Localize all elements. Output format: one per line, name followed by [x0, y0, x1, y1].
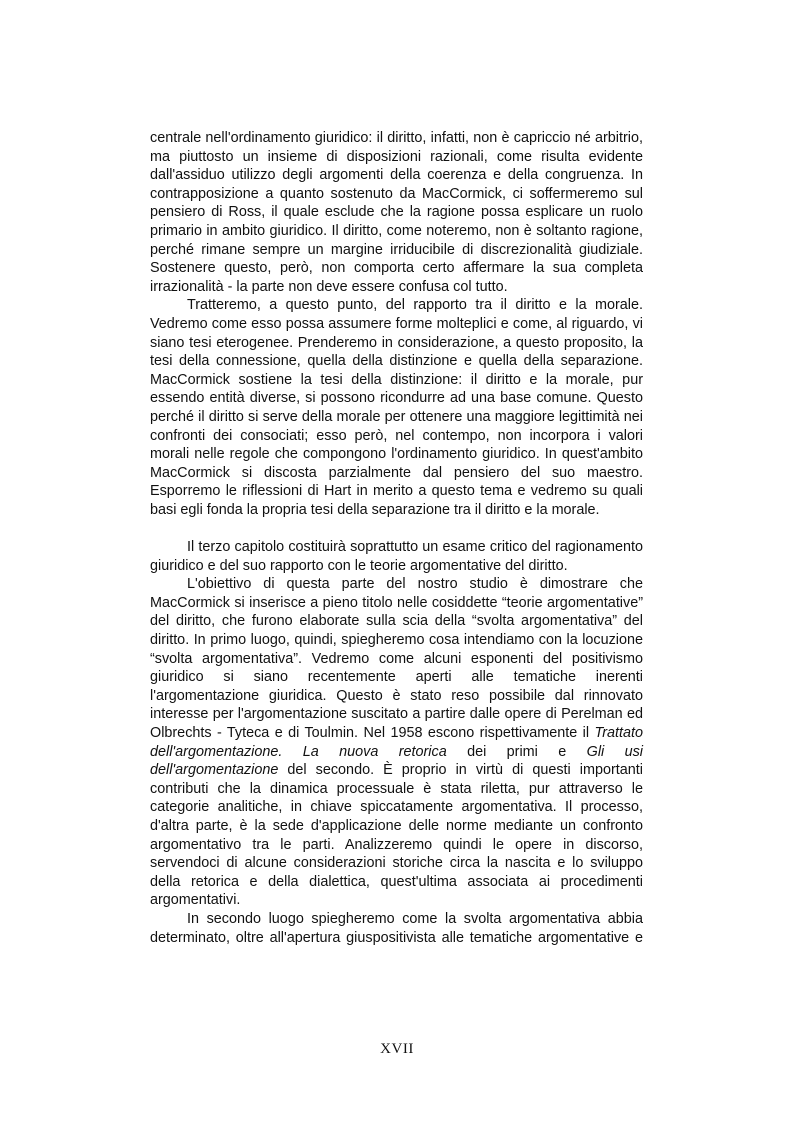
paragraph-second-point: In secondo luogo spiegheremo come la svolta argomentativa abbia determinato, oltre all'apertura giuspositivista alle tematiche argomentative e	[150, 910, 643, 946]
paragraph-objective	[150, 575, 643, 910]
body-text	[150, 129, 643, 947]
paragraph-continuation: centrale nell'ordinamento giuridico: il diritto, infatti, non è capriccio né arbitrio, ma piuttosto un insieme di disposizioni razionali, come risulta evidente dall'assiduo utilizzo degli argomenti della coerenza e della congruenza. In contrapposizione a quanto sostenuto da MacCormick, ci soffermeremo sul pensiero di Ross, il quale esclude che la ragione possa esplicare un ruolo primario in ambito giuridico. Il diritto, come noteremo, non è soltanto ragione, perché rimane sempre un margine irriducibile di discrezionalità giudiziale. Sostenere questo, però, non comporta certo affermare la sua completa irrazionalità - la parte non deve essere confusa col tutto.	[150, 130, 643, 295]
objective-text-part1: L'obiettivo di questa parte del nostro studio è dimostrare che MacCormick si inserisce a pieno titolo nelle cosiddette “teorie argomentative” del diritto, che furono elaborate sulla scia della “svolta argomentativa” del diritto. In primo luogo, quindi, spiegheremo cosa intendiamo con la locuzione “svolta argomentativa”. Vedremo come alcuni esponenti del positivismo giuridico si siano recentemente aperti alle tematiche inerenti l'argomentazione giuridica. Questo è stato reso possibile dal rinnovato interesse per l'argomentazione suscitato a partire dalle opere di Perelman ed Olbrechts - Tyteca e di Toulmin. Nel 1958 escono rispettivamente il	[150, 576, 643, 741]
page-number: XVII	[380, 1041, 414, 1057]
paragraph-third-chapter: Il terzo capitolo costituirà soprattutto un esame critico del ragionamento giuridico e del suo rapporto con le teorie argomentative del diritto.	[150, 539, 643, 574]
paragraph-spacer	[150, 519, 643, 538]
book-title-usi: Gli usi dell'argomentazione	[150, 743, 643, 779]
objective-text-part2: dei primi e	[446, 743, 587, 760]
paragraph-law-and-morals: Tratteremo, a questo punto, del rapporto tra il diritto e la morale. Vedremo come esso possa assumere forme molteplici e come, al riguardo, vi siano tesi eterogenee. Prenderemo in considerazione, a questo proposito, la tesi della connessione, quella della distinzione e quella della separazione. MacCormick sostiene la tesi della distinzione: il diritto e la morale, pur essendo entità diverse, si possono ricondurre ad una base comune. Questo perché il diritto si serve della morale per ottenere una maggiore legittimità nei confronti dei consociati; esso però, nel contempo, non incorpora i valori morali nelle regole che compongono l'ordinamento giuridico. In quest'ambito MacCormick si discosta parzialmente dal pensiero del suo maestro. Esporremo le riflessioni di Hart in merito a questo tema e vedremo su quali basi egli fonda la propria tesi della separazione tra il diritto e la morale.	[150, 297, 643, 518]
book-title-trattato: Trattato dell'argomentazione. La nuova retorica	[150, 725, 643, 760]
objective-text-part3: del secondo. È proprio in virtù di questi importanti contributi che la dinamica processuale è stata riletta, pur attraverso le categorie analitiche, in chiave spiccatamente argomentativa. Il processo, d'altra parte, è la sede d'applicazione delle norme mediante un confronto argomentativo tra le parti. Analizzeremo quindi le opere in discorso, servendoci di alcune considerazioni storiche circa la nascita e lo sviluppo della retorica e della dialettica, quest'ultima associata ai procedimenti argomentativi.	[150, 762, 643, 909]
